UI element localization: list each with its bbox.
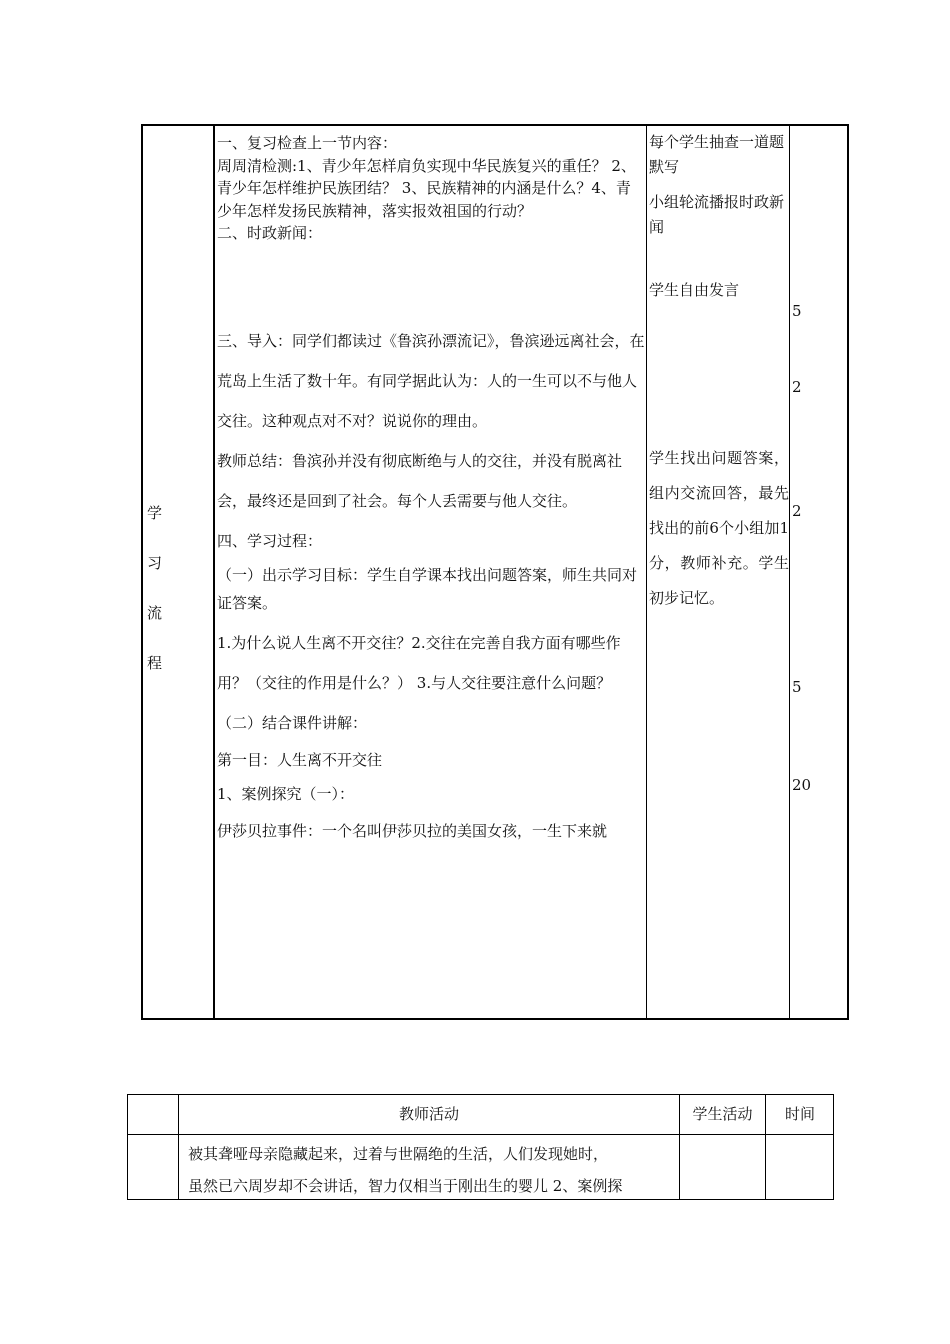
continued-activity-table — [127, 1094, 834, 1200]
news-heading: 二、时政新闻： — [217, 224, 323, 242]
review-heading: 一、复习检查上一节内容： — [217, 134, 398, 152]
topic-heading: 第一目：人生离不开交往 — [217, 750, 383, 769]
learning-process-heading: 四、学习过程： — [217, 531, 323, 550]
text-line: 被其聋哑母亲隐藏起来，过着与世隔绝的生活，人们发现她时， — [188, 1145, 609, 1163]
student-activity-quiz: 每个学生抽查一道题默写 — [649, 133, 785, 176]
student-activity-answers: 学生找出问题答案，组内交流回答，最先找出的前6个小组加1分，教师补充。学生初步记忆。 — [649, 449, 789, 607]
header-teacher-activity: 教师活动 — [398, 1105, 459, 1123]
weekly-quiz-questions: 周周清检测:1、青少年怎样肩负实现中华民族复兴的重任？ 2、青少年怎样维护民族团结？ 3、民族精神的内涵是什么？4、青少年怎样发扬民族精神，落实报效祖国的行动？ — [217, 156, 636, 220]
column-divider — [213, 126, 215, 1018]
teacher-summary: 教师总结：鲁滨孙并没有彻底断绝与人的交往，并没有脱离社会，最终还是回到了社会。每个人丢需要与他人交往。 — [217, 451, 623, 510]
case-study-heading: 1、案例探究（一）： — [217, 784, 355, 803]
courseware-heading: （二）结合课件讲解： — [217, 713, 368, 732]
student-activity-speak: 学生自由发言 — [649, 281, 740, 299]
header-divider — [128, 1134, 833, 1135]
time-value: 5 — [792, 302, 802, 320]
introduction-paragraph: 三、导入：同学们都读过《鲁滨孙漂流记》，鲁滨逊远离社会，在荒岛上生活了数十年。有同学据此认为：人的一生可以不与他人交往。这种观点对不对？说说你的理由。 — [217, 331, 645, 430]
spacer — [217, 245, 645, 321]
section-label-learning-process: 学 习 流 程 — [147, 504, 163, 672]
time-value: 5 — [792, 678, 802, 696]
time-value: 2 — [792, 502, 802, 520]
learning-goals: （一）出示学习目标：学生自学课本找出问题答案，师生共同对证答案。 — [217, 565, 638, 612]
time-value: 20 — [792, 776, 812, 794]
text-line: 虽然已六周岁却不会讲话，智力仅相当于刚出生的婴儿 2、案例探 — [188, 1177, 623, 1195]
question-list: 1.为什么说人生离不开交往？2.交往在完善自我方面有哪些作用？（交往的作用是什么？） 3.与人交往要注意什么问题？ — [217, 633, 621, 692]
teacher-activity-cell — [217, 126, 645, 1018]
time-cell — [792, 126, 848, 1018]
header-student-activity: 学生活动 — [692, 1105, 753, 1123]
continued-teacher-text — [188, 1138, 678, 1202]
header-time: 时间 — [784, 1105, 815, 1123]
table-border-left — [141, 126, 143, 1018]
lesson-process-table — [141, 124, 849, 1020]
teacher-lower-block — [217, 321, 645, 851]
column-divider — [646, 126, 647, 1018]
column-divider — [789, 126, 790, 1018]
student-activity-news: 小组轮流播报时政新闻 — [649, 193, 785, 236]
student-activity-cell — [649, 126, 789, 1018]
case-study-text: 伊莎贝拉事件：一个名叫伊莎贝拉的美国女孩，一生下来就 — [217, 821, 608, 840]
time-value: 2 — [792, 378, 802, 396]
